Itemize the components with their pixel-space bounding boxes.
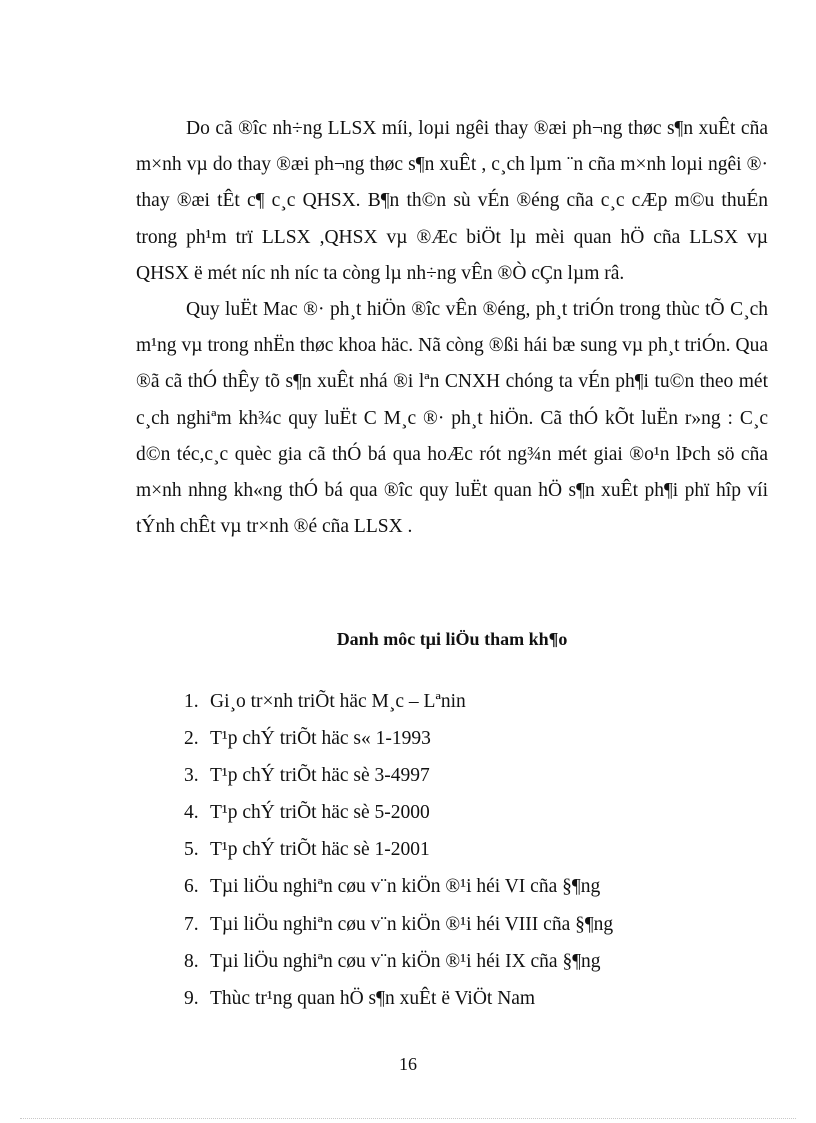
paragraph: Quy luËt Mac ®· ph¸t hiÖn ®îc vÊn ®éng, ph¸t triÓn trong thùc tÕ C¸ch m¹ng vµ trong nhËn thøc khoa häc. Nã còng ®ßi hái bæ sung vµ ph¸t triÓn. Qua ®ã cã thÓ thÊy tõ s¶n xuÊt nhá ®i lªn CNXH chóng ta vÉn ph¶i tu©n theo mét c¸ch nghiªm kh¾c quy luËt C M¸c ®· ph¸t hiÖn. Cã thÓ kÕt luËn r»ng : C¸c d©n téc,c¸c quèc gia cã thÓ bá qua hoÆc rót ng¾n mét giai ®o¹n lÞch sö cña m×nh nhng kh«ng thÓ bá qua ®îc quy luËt quan hÖ s¶n xuÊt ph¶i phï hîp víi tÝnh chÊt vµ tr×nh ®é cña LLSX . <box>136 299 768 538</box>
reference-text: T¹p chÝ triÕt häc sè 5-2000 <box>210 802 430 824</box>
reference-text: Gi¸o tr×nh triÕt häc M¸c – Lªnin <box>210 691 466 712</box>
reference-text: T¹p chÝ triÕt häc sè 3-4997 <box>210 765 430 787</box>
reference-number: 4. <box>184 802 199 824</box>
page-number: 16 <box>399 1054 417 1074</box>
references-heading: Danh môc tµi liÖu tham kh¶o <box>336 629 568 649</box>
reference-item <box>184 906 744 943</box>
reference-text: T¹p chÝ triÕt häc sè 1-2001 <box>210 839 430 861</box>
body-text <box>136 111 768 545</box>
reference-item <box>184 720 744 757</box>
reference-number: 7. <box>184 913 199 935</box>
reference-number: 1. <box>184 691 199 712</box>
reference-item <box>184 943 744 980</box>
reference-text: Tµi liÖu nghiªn cøu v¨n kiÖn ®¹i héi VIII cña §¶ng <box>210 913 614 935</box>
reference-text: Tµi liÖu nghiªn cøu v¨n kiÖn ®¹i héi IX cña §¶ng <box>210 950 601 972</box>
reference-item <box>184 794 744 831</box>
reference-item <box>184 831 744 868</box>
reference-text: T¹p chÝ triÕt häc s« 1-1993 <box>210 728 431 750</box>
reference-number: 3. <box>184 765 199 787</box>
reference-item <box>184 683 744 720</box>
reference-text: Tµi liÖu nghiªn cøu v¨n kiÖn ®¹i héi VI cña §¶ng <box>210 876 601 898</box>
reference-number: 5. <box>184 839 199 861</box>
paragraph: Do cã ®îc nh÷ng LLSX míi, loµi ngêi thay ®æi ph¬ng thøc s¶n xuÊt cña m×nh vµ do thay ®æi ph¬ng thøc s¶n xuÊt , c¸ch lµm ¨n cña m×nh loµi ngêi ®· thay ®æi tÊt c¶ c¸c QHSX. B¶n th©n sù vÉn ®éng cña c¸c cÆp m©u thuÉn trong ph¹m trï LLSX ,QHSX vµ ®Æc biÖt lµ mèi quan hÖ cña LLSX vµ QHSX ë mét níc nh níc ta còng lµ nh÷ng vÊn ®Ò cÇn lµm râ. <box>136 118 768 284</box>
reference-number: 2. <box>184 728 199 750</box>
reference-number: 9. <box>184 987 199 1009</box>
references-list <box>184 683 744 1017</box>
reference-item <box>184 980 744 1017</box>
reference-item <box>184 868 744 905</box>
reference-item <box>184 757 744 794</box>
reference-text: Thùc tr¹ng quan hÖ s¶n xuÊt ë ViÖt Nam <box>210 987 536 1009</box>
reference-number: 6. <box>184 876 199 898</box>
reference-number: 8. <box>184 950 199 972</box>
footer-divider <box>20 1118 796 1119</box>
